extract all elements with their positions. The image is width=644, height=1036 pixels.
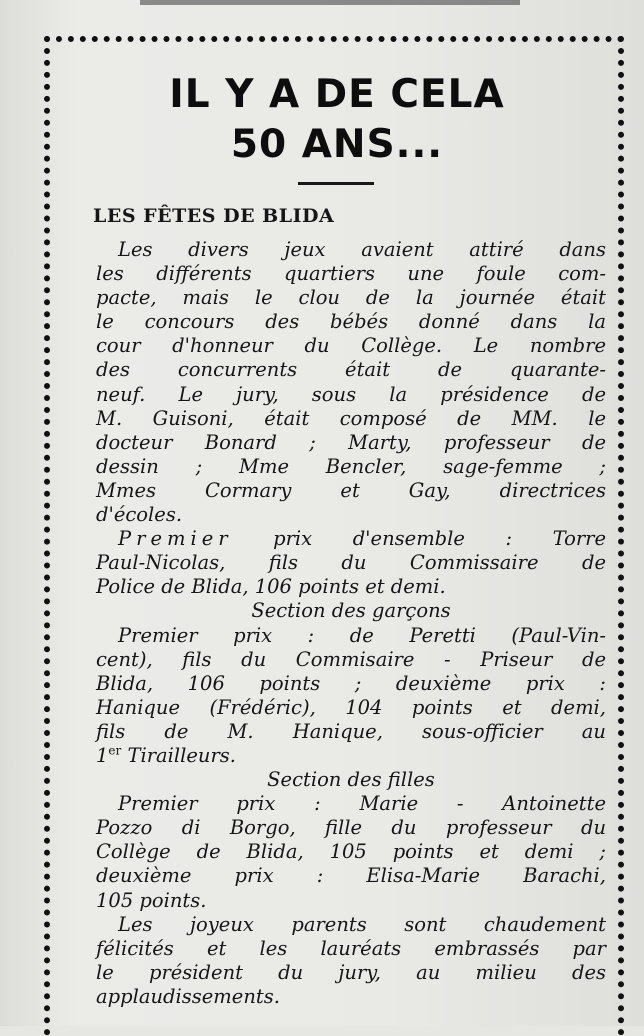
article-line: Premier prix : Marie - Antoinette: [118, 792, 606, 816]
article-line: cour d'honneur du Collège. Le nombre: [96, 334, 606, 358]
article-line: Les divers jeux avaient attiré dans: [118, 238, 606, 261]
article-line: Pozzo di Borgo, fille du professeur du: [96, 816, 606, 840]
first-prize-word: Premier: [118, 527, 233, 551]
article-line: cent), fils du Commisaire - Priseur de: [96, 647, 606, 671]
article-line: Paul-Nicolas, fils du Commissaire de: [96, 551, 606, 575]
article-line: [96, 744, 606, 768]
article-line: Collège de Blida, 105 points et demi ;: [96, 840, 606, 864]
article-line: Hanique (Frédéric), 104 points et demi,: [96, 695, 606, 719]
subsection-girls: Section des filles: [267, 768, 435, 792]
article-body: [96, 238, 606, 1009]
subsection-boys: Section des garçons: [251, 599, 451, 623]
article-line: deuxième prix : Elisa-Marie Barachi,: [96, 864, 606, 888]
article-line: M. Guisoni, était composé de MM. le: [96, 406, 606, 430]
article-line: applaudissements.: [96, 984, 280, 1008]
article-line: 105 points.: [96, 888, 207, 912]
article-line: [96, 527, 606, 551]
article-line: docteur Bonard ; Marty, professeur de: [96, 430, 606, 454]
article-line: neuf. Le jury, sous la présidence de: [96, 382, 606, 406]
article-line: le président du jury, au milieu des: [96, 960, 606, 984]
article-line: d'écoles.: [96, 503, 183, 527]
article-line: Police de Blida, 106 points et demi.: [96, 575, 446, 599]
article-line: le concours des bébés donné dans la: [96, 310, 606, 334]
article-line: fils de M. Hanique, sous-officier au: [96, 719, 606, 743]
previous-article-edge: [140, 0, 520, 5]
article-line: Les joyeux parents sont chaudement: [118, 912, 606, 936]
ordinal-suffix: er: [108, 743, 122, 758]
article-line: Mmes Cormary et Gay, directrices: [96, 478, 606, 502]
first-prize-rest: prix d'ensemble : Torre: [273, 527, 607, 551]
article-line: Premier prix : de Peretti (Paul-Vin-: [118, 623, 606, 647]
section-title: LES FÊTES DE BLIDA: [93, 205, 335, 227]
article-line: Blida, 106 points ; deuxième prix :: [96, 671, 606, 695]
article-line: des concurrents était de quarante-: [96, 358, 606, 382]
article-line: les différents quartiers une foule com-: [96, 262, 606, 286]
ordinal-rest: Tirailleurs.: [127, 743, 236, 767]
article-line: pacte, mais le clou de la journée était: [96, 286, 606, 310]
article-line: félicités et les lauréats embrassés par: [96, 936, 606, 960]
headline-line-2: 50 ANS...: [230, 122, 444, 167]
ordinal-number: 1: [96, 743, 109, 767]
article-line: dessin ; Mme Bencler, sage-femme ;: [96, 454, 606, 478]
next-article-edge: [330, 1016, 530, 1026]
headline-line-1: IL Y A DE CELA: [169, 72, 505, 117]
headline-divider: [298, 182, 374, 185]
